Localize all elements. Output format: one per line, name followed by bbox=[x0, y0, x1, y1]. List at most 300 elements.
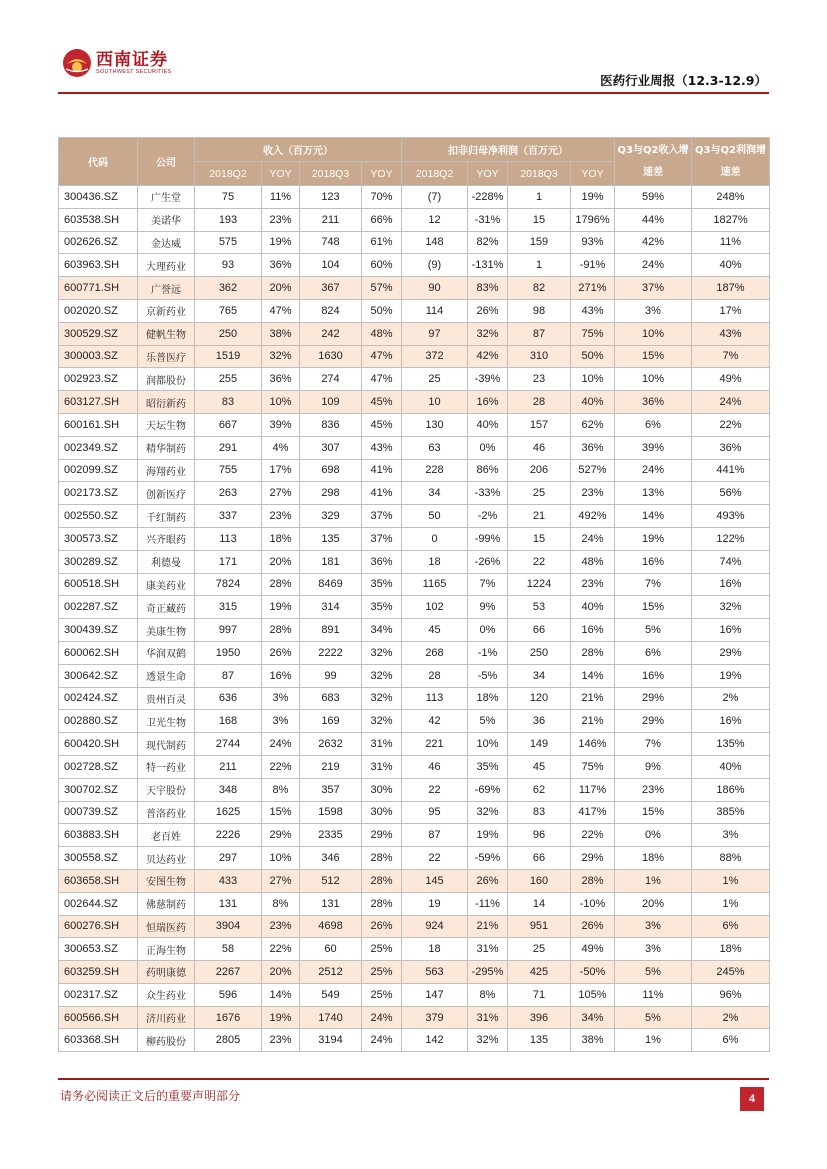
cell-rq2: 58 bbox=[195, 938, 262, 961]
cell-pq2: 148 bbox=[402, 231, 468, 254]
cell-pq3: 21 bbox=[508, 505, 571, 528]
cell-pyoy2: -59% bbox=[468, 847, 508, 870]
cell-code: 002287.SZ bbox=[59, 596, 138, 619]
cell-rq3: 307 bbox=[300, 436, 362, 459]
cell-pq2: 18 bbox=[402, 550, 468, 573]
cell-rq2: 2267 bbox=[195, 961, 262, 984]
cell-ryoy3: 28% bbox=[362, 847, 402, 870]
cell-pq2: 147 bbox=[402, 983, 468, 1006]
table-row bbox=[59, 573, 770, 596]
cell-pd: 19% bbox=[692, 664, 770, 687]
cell-pyoy2: 18% bbox=[468, 687, 508, 710]
cell-rd: 11% bbox=[615, 983, 692, 1006]
cell-pyoy2: 26% bbox=[468, 299, 508, 322]
cell-code: 002626.SZ bbox=[59, 231, 138, 254]
cell-pyoy3: 417% bbox=[571, 801, 615, 824]
logo-english-name: SOUTHWEST SECURITIES bbox=[96, 69, 172, 75]
table-row bbox=[59, 801, 770, 824]
cell-ryoy3: 60% bbox=[362, 254, 402, 277]
cell-ryoy2: 20% bbox=[262, 961, 300, 984]
cell-ryoy3: 37% bbox=[362, 505, 402, 528]
cell-code: 600566.SH bbox=[59, 1006, 138, 1029]
cell-rq2: 765 bbox=[195, 299, 262, 322]
cell-ryoy3: 36% bbox=[362, 550, 402, 573]
table-row bbox=[59, 869, 770, 892]
cell-pq3: 71 bbox=[508, 983, 571, 1006]
cell-pd: 74% bbox=[692, 550, 770, 573]
cell-code: 300436.SZ bbox=[59, 186, 138, 209]
cell-ryoy2: 10% bbox=[262, 847, 300, 870]
cell-rq3: 8469 bbox=[300, 573, 362, 596]
table-row bbox=[59, 641, 770, 664]
cell-pyoy3: 271% bbox=[571, 277, 615, 300]
cell-name: 精华制药 bbox=[138, 436, 195, 459]
cell-ryoy3: 45% bbox=[362, 413, 402, 436]
cell-name: 千红制药 bbox=[138, 505, 195, 528]
cell-name: 天坛生物 bbox=[138, 413, 195, 436]
cell-pd: 29% bbox=[692, 641, 770, 664]
cell-name: 药明康德 bbox=[138, 961, 195, 984]
cell-name: 老百姓 bbox=[138, 824, 195, 847]
cell-pyoy3: 21% bbox=[571, 687, 615, 710]
cell-code: 002020.SZ bbox=[59, 299, 138, 322]
cell-pq2: 87 bbox=[402, 824, 468, 847]
cell-pq3: 28 bbox=[508, 391, 571, 414]
cell-pq2: 34 bbox=[402, 482, 468, 505]
cell-pyoy3: 40% bbox=[571, 391, 615, 414]
cell-ryoy3: 35% bbox=[362, 596, 402, 619]
cell-rq2: 255 bbox=[195, 368, 262, 391]
cell-pyoy2: -31% bbox=[468, 208, 508, 231]
cell-pyoy3: 23% bbox=[571, 573, 615, 596]
cell-pq3: 87 bbox=[508, 322, 571, 345]
cell-ryoy3: 47% bbox=[362, 368, 402, 391]
cell-pq2: 102 bbox=[402, 596, 468, 619]
cell-name: 大理药业 bbox=[138, 254, 195, 277]
cell-rq2: 997 bbox=[195, 619, 262, 642]
table-row bbox=[59, 892, 770, 915]
table-row bbox=[59, 231, 770, 254]
cell-pyoy2: 10% bbox=[468, 733, 508, 756]
cell-code: 002317.SZ bbox=[59, 983, 138, 1006]
cell-rq3: 1630 bbox=[300, 345, 362, 368]
cell-rq2: 1625 bbox=[195, 801, 262, 824]
table-row bbox=[59, 550, 770, 573]
cell-rd: 10% bbox=[615, 368, 692, 391]
cell-pq3: 157 bbox=[508, 413, 571, 436]
cell-pyoy2: 35% bbox=[468, 755, 508, 778]
cell-pyoy2: 82% bbox=[468, 231, 508, 254]
cell-rd: 10% bbox=[615, 322, 692, 345]
cell-name: 昭衍新药 bbox=[138, 391, 195, 414]
cell-code: 603883.SH bbox=[59, 824, 138, 847]
cell-pyoy2: 86% bbox=[468, 459, 508, 482]
cell-rd: 37% bbox=[615, 277, 692, 300]
cell-rq2: 315 bbox=[195, 596, 262, 619]
cell-code: 002099.SZ bbox=[59, 459, 138, 482]
table-row bbox=[59, 345, 770, 368]
cell-pq2: 379 bbox=[402, 1006, 468, 1029]
cell-rd: 13% bbox=[615, 482, 692, 505]
cell-pq2: 95 bbox=[402, 801, 468, 824]
cell-pq3: 34 bbox=[508, 664, 571, 687]
cell-rq2: 2744 bbox=[195, 733, 262, 756]
cell-pyoy3: 16% bbox=[571, 619, 615, 642]
cell-ryoy2: 24% bbox=[262, 733, 300, 756]
cell-name: 美诺华 bbox=[138, 208, 195, 231]
cell-rq3: 99 bbox=[300, 664, 362, 687]
cell-pd: 3% bbox=[692, 824, 770, 847]
cell-rq3: 123 bbox=[300, 186, 362, 209]
cell-pq3: 15 bbox=[508, 208, 571, 231]
header-profit-q2: 2018Q2 bbox=[402, 162, 468, 186]
cell-rq2: 75 bbox=[195, 186, 262, 209]
cell-rq3: 549 bbox=[300, 983, 362, 1006]
cell-ryoy2: 17% bbox=[262, 459, 300, 482]
cell-pq2: 63 bbox=[402, 436, 468, 459]
cell-rq3: 2335 bbox=[300, 824, 362, 847]
table-row bbox=[59, 299, 770, 322]
cell-name: 贵州百灵 bbox=[138, 687, 195, 710]
cell-pq3: 22 bbox=[508, 550, 571, 573]
cell-code: 300702.SZ bbox=[59, 778, 138, 801]
cell-pq2: 10 bbox=[402, 391, 468, 414]
cell-rq2: 636 bbox=[195, 687, 262, 710]
cell-pyoy2: 31% bbox=[468, 938, 508, 961]
cell-code: 600771.SH bbox=[59, 277, 138, 300]
cell-pq2: 268 bbox=[402, 641, 468, 664]
header-divider bbox=[58, 92, 769, 94]
cell-code: 002424.SZ bbox=[59, 687, 138, 710]
cell-rq3: 104 bbox=[300, 254, 362, 277]
cell-rd: 6% bbox=[615, 413, 692, 436]
cell-ryoy3: 32% bbox=[362, 641, 402, 664]
performance-table bbox=[58, 137, 770, 1052]
cell-name: 润都股份 bbox=[138, 368, 195, 391]
cell-rq2: 168 bbox=[195, 710, 262, 733]
cell-pq3: 53 bbox=[508, 596, 571, 619]
cell-code: 300642.SZ bbox=[59, 664, 138, 687]
cell-ryoy3: 48% bbox=[362, 322, 402, 345]
header-profit-yoy2: YOY bbox=[468, 162, 508, 186]
cell-rq3: 698 bbox=[300, 459, 362, 482]
cell-rq3: 346 bbox=[300, 847, 362, 870]
cell-code: 300003.SZ bbox=[59, 345, 138, 368]
cell-code: 603259.SH bbox=[59, 961, 138, 984]
cell-rd: 6% bbox=[615, 641, 692, 664]
cell-name: 现代制药 bbox=[138, 733, 195, 756]
cell-rq3: 3194 bbox=[300, 1029, 362, 1052]
cell-rq2: 193 bbox=[195, 208, 262, 231]
cell-pyoy2: 7% bbox=[468, 573, 508, 596]
cell-pq3: 25 bbox=[508, 938, 571, 961]
header-rev-q2: 2018Q2 bbox=[195, 162, 262, 186]
table-row bbox=[59, 391, 770, 414]
cell-rq2: 7824 bbox=[195, 573, 262, 596]
cell-rq3: 169 bbox=[300, 710, 362, 733]
cell-name: 康美药业 bbox=[138, 573, 195, 596]
cell-pyoy3: 38% bbox=[571, 1029, 615, 1052]
cell-pq2: 25 bbox=[402, 368, 468, 391]
cell-pd: 56% bbox=[692, 482, 770, 505]
cell-ryoy3: 47% bbox=[362, 345, 402, 368]
cell-pd: 40% bbox=[692, 755, 770, 778]
cell-rd: 36% bbox=[615, 391, 692, 414]
cell-ryoy3: 30% bbox=[362, 801, 402, 824]
cell-name: 健帆生物 bbox=[138, 322, 195, 345]
table-row bbox=[59, 687, 770, 710]
cell-rq3: 512 bbox=[300, 869, 362, 892]
cell-pq3: 46 bbox=[508, 436, 571, 459]
cell-code: 300439.SZ bbox=[59, 619, 138, 642]
cell-ryoy3: 41% bbox=[362, 459, 402, 482]
cell-rq3: 109 bbox=[300, 391, 362, 414]
cell-rq3: 298 bbox=[300, 482, 362, 505]
cell-ryoy2: 11% bbox=[262, 186, 300, 209]
cell-rd: 39% bbox=[615, 436, 692, 459]
cell-pyoy2: 5% bbox=[468, 710, 508, 733]
cell-pyoy3: 105% bbox=[571, 983, 615, 1006]
cell-pq2: 22 bbox=[402, 847, 468, 870]
cell-pyoy3: -10% bbox=[571, 892, 615, 915]
cell-pyoy3: 10% bbox=[571, 368, 615, 391]
cell-name: 正海生物 bbox=[138, 938, 195, 961]
cell-code: 600420.SH bbox=[59, 733, 138, 756]
cell-code: 002173.SZ bbox=[59, 482, 138, 505]
cell-rq2: 1676 bbox=[195, 1006, 262, 1029]
cell-rq2: 2226 bbox=[195, 824, 262, 847]
cell-ryoy2: 38% bbox=[262, 322, 300, 345]
cell-code: 603538.SH bbox=[59, 208, 138, 231]
cell-pq3: 425 bbox=[508, 961, 571, 984]
cell-pyoy2: -99% bbox=[468, 527, 508, 550]
cell-code: 300558.SZ bbox=[59, 847, 138, 870]
cell-pyoy3: 50% bbox=[571, 345, 615, 368]
cell-ryoy2: 8% bbox=[262, 892, 300, 915]
cell-pd: 49% bbox=[692, 368, 770, 391]
cell-rq3: 1740 bbox=[300, 1006, 362, 1029]
cell-pd: 17% bbox=[692, 299, 770, 322]
cell-rd: 42% bbox=[615, 231, 692, 254]
cell-ryoy3: 34% bbox=[362, 619, 402, 642]
cell-pq2: 45 bbox=[402, 619, 468, 642]
cell-rq3: 242 bbox=[300, 322, 362, 345]
cell-pq2: 228 bbox=[402, 459, 468, 482]
cell-pyoy3: 492% bbox=[571, 505, 615, 528]
cell-pq3: 149 bbox=[508, 733, 571, 756]
cell-ryoy2: 3% bbox=[262, 710, 300, 733]
cell-pq3: 36 bbox=[508, 710, 571, 733]
cell-pyoy2: 40% bbox=[468, 413, 508, 436]
table-row bbox=[59, 1006, 770, 1029]
cell-ryoy2: 20% bbox=[262, 550, 300, 573]
cell-pyoy3: 14% bbox=[571, 664, 615, 687]
cell-ryoy2: 27% bbox=[262, 869, 300, 892]
cell-rd: 0% bbox=[615, 824, 692, 847]
cell-ryoy2: 26% bbox=[262, 641, 300, 664]
cell-code: 603658.SH bbox=[59, 869, 138, 892]
cell-ryoy2: 29% bbox=[262, 824, 300, 847]
cell-rq2: 83 bbox=[195, 391, 262, 414]
cell-name: 天宇股份 bbox=[138, 778, 195, 801]
cell-name: 佛慈制药 bbox=[138, 892, 195, 915]
cell-rd: 7% bbox=[615, 733, 692, 756]
cell-ryoy2: 32% bbox=[262, 345, 300, 368]
cell-pq2: 924 bbox=[402, 915, 468, 938]
cell-pq3: 15 bbox=[508, 527, 571, 550]
cell-pd: 88% bbox=[692, 847, 770, 870]
cell-ryoy2: 28% bbox=[262, 573, 300, 596]
cell-ryoy2: 20% bbox=[262, 277, 300, 300]
cell-rq3: 181 bbox=[300, 550, 362, 573]
cell-rd: 5% bbox=[615, 961, 692, 984]
cell-pq2: 18 bbox=[402, 938, 468, 961]
cell-rq2: 131 bbox=[195, 892, 262, 915]
cell-pyoy2: 83% bbox=[468, 277, 508, 300]
cell-ryoy3: 25% bbox=[362, 938, 402, 961]
cell-code: 002728.SZ bbox=[59, 755, 138, 778]
table-row bbox=[59, 983, 770, 1006]
cell-code: 600161.SH bbox=[59, 413, 138, 436]
cell-code: 002550.SZ bbox=[59, 505, 138, 528]
cell-pyoy3: 93% bbox=[571, 231, 615, 254]
cell-code: 600062.SH bbox=[59, 641, 138, 664]
cell-pyoy3: -50% bbox=[571, 961, 615, 984]
cell-pyoy2: -26% bbox=[468, 550, 508, 573]
cell-name: 济川药业 bbox=[138, 1006, 195, 1029]
cell-ryoy2: 27% bbox=[262, 482, 300, 505]
cell-rq3: 274 bbox=[300, 368, 362, 391]
cell-pd: 2% bbox=[692, 1006, 770, 1029]
cell-pq3: 62 bbox=[508, 778, 571, 801]
cell-pd: 1827% bbox=[692, 208, 770, 231]
header-profit-yoy3: YOY bbox=[571, 162, 615, 186]
cell-pq2: 97 bbox=[402, 322, 468, 345]
cell-rd: 1% bbox=[615, 869, 692, 892]
cell-pd: 6% bbox=[692, 1029, 770, 1052]
cell-pd: 245% bbox=[692, 961, 770, 984]
cell-code: 002880.SZ bbox=[59, 710, 138, 733]
cell-name: 美康生物 bbox=[138, 619, 195, 642]
cell-pq2: (7) bbox=[402, 186, 468, 209]
cell-pyoy2: -69% bbox=[468, 778, 508, 801]
cell-pyoy3: 75% bbox=[571, 755, 615, 778]
cell-ryoy2: 15% bbox=[262, 801, 300, 824]
header-rev-yoy3: YOY bbox=[362, 162, 402, 186]
cell-ryoy2: 23% bbox=[262, 915, 300, 938]
cell-name: 众生药业 bbox=[138, 983, 195, 1006]
cell-pyoy2: -5% bbox=[468, 664, 508, 687]
table-row bbox=[59, 436, 770, 459]
cell-rq3: 2222 bbox=[300, 641, 362, 664]
table-row bbox=[59, 961, 770, 984]
cell-rd: 20% bbox=[615, 892, 692, 915]
cell-pq3: 120 bbox=[508, 687, 571, 710]
cell-ryoy3: 25% bbox=[362, 983, 402, 1006]
cell-pq3: 1 bbox=[508, 186, 571, 209]
cell-ryoy2: 19% bbox=[262, 1006, 300, 1029]
cell-pyoy2: 16% bbox=[468, 391, 508, 414]
cell-rd: 19% bbox=[615, 527, 692, 550]
cell-name: 乐普医疗 bbox=[138, 345, 195, 368]
cell-ryoy2: 28% bbox=[262, 619, 300, 642]
cell-rq2: 171 bbox=[195, 550, 262, 573]
table-row bbox=[59, 413, 770, 436]
cell-pd: 248% bbox=[692, 186, 770, 209]
cell-rq2: 297 bbox=[195, 847, 262, 870]
cell-name: 恒瑞医药 bbox=[138, 915, 195, 938]
table-row bbox=[59, 322, 770, 345]
cell-rd: 44% bbox=[615, 208, 692, 231]
header-code: 代码 bbox=[59, 138, 138, 186]
cell-rq2: 93 bbox=[195, 254, 262, 277]
cell-name: 贝达药业 bbox=[138, 847, 195, 870]
cell-ryoy3: 37% bbox=[362, 527, 402, 550]
cell-rq2: 337 bbox=[195, 505, 262, 528]
table-row bbox=[59, 710, 770, 733]
cell-pyoy2: 9% bbox=[468, 596, 508, 619]
cell-pyoy3: 49% bbox=[571, 938, 615, 961]
cell-rq2: 362 bbox=[195, 277, 262, 300]
cell-rd: 16% bbox=[615, 664, 692, 687]
cell-ryoy2: 47% bbox=[262, 299, 300, 322]
cell-code: 600276.SH bbox=[59, 915, 138, 938]
cell-rd: 24% bbox=[615, 254, 692, 277]
cell-pd: 43% bbox=[692, 322, 770, 345]
cell-ryoy2: 4% bbox=[262, 436, 300, 459]
cell-pq2: (9) bbox=[402, 254, 468, 277]
cell-name: 创新医疗 bbox=[138, 482, 195, 505]
cell-pq2: 90 bbox=[402, 277, 468, 300]
cell-pd: 36% bbox=[692, 436, 770, 459]
cell-pyoy2: -131% bbox=[468, 254, 508, 277]
cell-rd: 15% bbox=[615, 801, 692, 824]
cell-rq2: 433 bbox=[195, 869, 262, 892]
cell-rq2: 667 bbox=[195, 413, 262, 436]
cell-pq2: 0 bbox=[402, 527, 468, 550]
cell-pd: 441% bbox=[692, 459, 770, 482]
company-logo bbox=[62, 48, 172, 78]
cell-pyoy3: 21% bbox=[571, 710, 615, 733]
cell-ryoy3: 45% bbox=[362, 391, 402, 414]
cell-pd: 24% bbox=[692, 391, 770, 414]
cell-pyoy2: 19% bbox=[468, 824, 508, 847]
cell-pd: 1% bbox=[692, 892, 770, 915]
cell-pq2: 28 bbox=[402, 664, 468, 687]
cell-rq3: 891 bbox=[300, 619, 362, 642]
cell-rq2: 291 bbox=[195, 436, 262, 459]
cell-pq2: 114 bbox=[402, 299, 468, 322]
cell-pyoy3: 117% bbox=[571, 778, 615, 801]
cell-code: 603368.SH bbox=[59, 1029, 138, 1052]
cell-pq3: 25 bbox=[508, 482, 571, 505]
cell-rd: 15% bbox=[615, 596, 692, 619]
cell-rd: 3% bbox=[615, 299, 692, 322]
cell-rq3: 211 bbox=[300, 208, 362, 231]
cell-rd: 29% bbox=[615, 710, 692, 733]
cell-rq2: 596 bbox=[195, 983, 262, 1006]
cell-pq3: 96 bbox=[508, 824, 571, 847]
cell-pyoy3: 48% bbox=[571, 550, 615, 573]
table-row bbox=[59, 664, 770, 687]
cell-rq3: 367 bbox=[300, 277, 362, 300]
cell-pyoy2: 32% bbox=[468, 801, 508, 824]
cell-rd: 15% bbox=[615, 345, 692, 368]
table-row bbox=[59, 1029, 770, 1052]
cell-name: 利德曼 bbox=[138, 550, 195, 573]
cell-rd: 59% bbox=[615, 186, 692, 209]
header-profit-group: 扣非归母净利润（百万元） bbox=[402, 138, 615, 162]
